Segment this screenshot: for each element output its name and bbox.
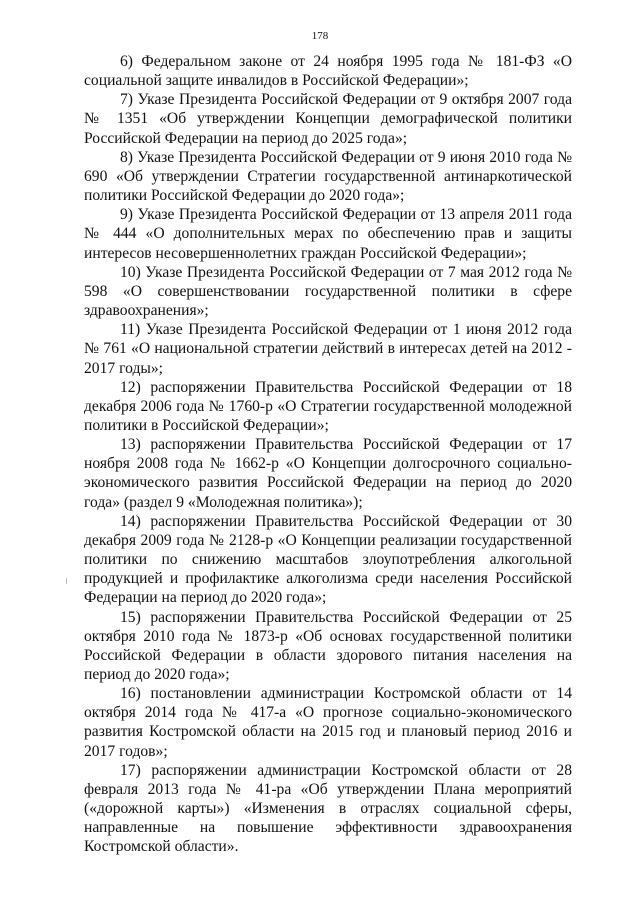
- list-item-14: 14) распоряжении Правительства Российской Федерации от 30 декабря 2009 года № 2128-р «О Концепции реализации государственной политики по снижению масштабов злоупотребления алкогольной продукцией и профилактике алкоголизма среди населения Российской Федерации на период до 2020 года»;: [84, 512, 572, 607]
- list-item-6: 6) Федеральном законе от 24 ноября 1995 года № 181-ФЗ «О социальной защите инвалидов в Российской Федерации»;: [84, 53, 572, 90]
- list-item-17: 17) распоряжении администрации Костромской области от 28 февраля 2013 года № 41-ра «Об утверждении Плана мероприятий («дорожной карты») «Изменения в отраслях социальной сферы, направленные на повышение эффективности здравоохранения Костромской области».: [84, 761, 572, 856]
- list-item-7: 7) Указе Президента Российской Федерации от 9 октября 2007 года № 1351 «Об утверждении Концепции демографической политики Российской Федерации на период до 2025 года»;: [84, 91, 572, 147]
- list-item-15: 15) распоряжении Правительства Российской Федерации от 25 октября 2010 года № 1873-р «Об основах государственной политики Российской Федерации в области здорового питания населения на период до 2020 года»;: [84, 608, 572, 683]
- list-item-13: 13) распоряжении Правительства Российской Федерации от 17 ноября 2008 года № 1662-р «О Концепции долгосрочного социально-экономического развития Российской Федерации на период до 2020 года» (раздел 9 «Молодежная политика»);: [84, 436, 572, 511]
- list-item-11: 11) Указе Президента Российской Федерации от 1 июня 2012 года № 761 «О национальной стратегии действий в интересах детей на 2012 - 2017 годы»;: [84, 321, 572, 377]
- document-body: [84, 52, 572, 857]
- list-item-12: 12) распоряжении Правительства Российской Федерации от 18 декабря 2006 года № 1760-р «О Стратегии государственной молодежной политики в Российской Федерации»;: [84, 378, 572, 434]
- list-item-8: 8) Указе Президента Российской Федерации от 9 июня 2010 года № 690 «Об утверждении Стратегии государственной антинаркотической политики Российской Федерации до 2020 года»;: [84, 148, 572, 205]
- list-item-10: 10) Указе Президента Российской Федерации от 7 мая 2012 года № 598 «О совершенствовании государственной политики в сфере здравоохранения»;: [84, 263, 572, 320]
- list-item-16: 16) постановлении администрации Костромской области от 14 октября 2014 года № 417-а «О прогнозе социально-экономического развития Костромской области на 2015 год и плановый период 2016 и 2017 годов»;: [84, 685, 572, 760]
- page-number: 178: [311, 30, 329, 42]
- scan-mark: [66, 578, 67, 584]
- list-item-9: 9) Указе Президента Российской Федерации от 13 апреля 2011 года № 444 «О дополнительных мерах по обеспечению прав и защиты интересов несовершеннолетних граждан Российской Федерации»;: [84, 206, 572, 262]
